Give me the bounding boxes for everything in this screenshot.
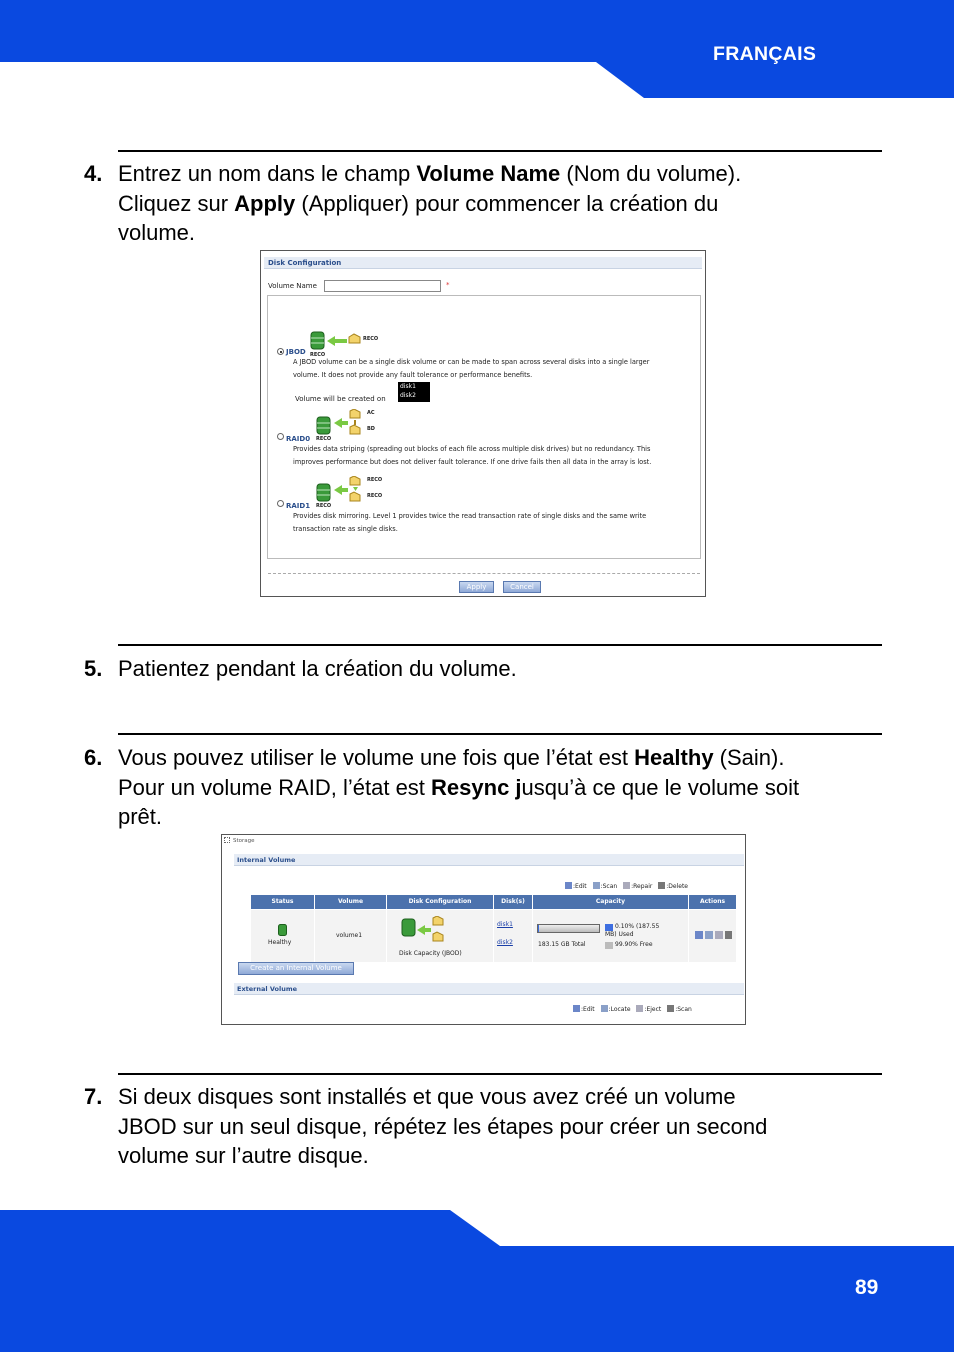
drive-icon: [401, 918, 416, 937]
reco-label: RECO: [363, 336, 379, 342]
required-marker: *: [446, 281, 450, 289]
jbod-option-label: JBOD: [286, 348, 306, 356]
eject-icon: [636, 1005, 643, 1012]
disk-config-text: Disk Capacity (JBOD): [399, 950, 462, 957]
step-divider: [118, 733, 882, 735]
text-run: Entrez un nom dans le champ: [118, 161, 417, 186]
edit-icon: [565, 882, 572, 889]
text-run: prêt.: [118, 804, 163, 829]
text-run: Cliquez sur: [118, 190, 235, 216]
disk-configuration-screenshot: [260, 250, 706, 597]
arrow-left-icon: [327, 336, 347, 346]
used-text-2: MB) Used: [605, 931, 634, 938]
jbod-radio[interactable]: [277, 348, 284, 355]
page-number: 89: [855, 1276, 879, 1299]
disk-link[interactable]: disk1: [497, 921, 513, 928]
repair-icon[interactable]: [715, 931, 723, 939]
scan-icon[interactable]: [705, 931, 713, 939]
footer-band: [0, 1210, 954, 1352]
scan-icon: [667, 1005, 674, 1012]
step-text: [118, 654, 888, 684]
volume-cell: [315, 910, 386, 962]
reco-label: RECO: [316, 503, 332, 509]
edit-icon: [573, 1005, 580, 1012]
raid0-description: Provides data striping (spreading out blocks of each file across multiple disk drives) but no redundancy. This improves performance but does not deliver fault tolerance. If one drive fails then all data in the array is lost.: [293, 445, 652, 466]
window-title: Storage: [224, 837, 255, 844]
text-run: Pour un volume RAID, l’état est: [118, 774, 432, 800]
column-header: Volume: [315, 895, 386, 909]
step-text: [118, 159, 888, 248]
status-cell: [251, 910, 314, 962]
text-run: (Appliquer) pour commencer la création du: [295, 190, 719, 216]
bold-term: Apply: [234, 190, 296, 216]
disk-option[interactable]: disk1: [400, 383, 416, 390]
step-number: 6.: [84, 745, 103, 770]
capacity-cell: [533, 910, 688, 962]
mirroring-icon: [334, 476, 368, 504]
drive-icon: [278, 924, 287, 936]
internal-volume-header: Internal Volume: [234, 854, 744, 866]
disk-option[interactable]: disk2: [400, 392, 416, 399]
button-separator: [268, 573, 700, 574]
step-divider: [118, 150, 882, 152]
striping-icon: [334, 409, 368, 437]
ac-label: AC: [367, 410, 375, 416]
scan-icon: [593, 882, 600, 889]
drive-icon: [316, 483, 331, 502]
apply-button[interactable]: Apply: [459, 581, 494, 593]
disks-cell: [494, 910, 532, 962]
free-swatch: [605, 942, 613, 949]
raid0-radio[interactable]: [277, 433, 284, 440]
column-header: Capacity: [533, 895, 688, 909]
striping-icon: [417, 916, 451, 944]
storage-screenshot: [221, 834, 746, 1025]
text-run: Vous pouvez utiliser le volume une fois que l’état est: [118, 745, 635, 770]
action-legend: :Edit :Scan :Repair :Delete: [565, 882, 688, 890]
volume-name-label: Volume Name: [268, 282, 317, 290]
step-text: [118, 743, 888, 832]
external-volume-header: External Volume: [234, 983, 744, 995]
delete-icon: [658, 882, 665, 889]
text-run: Patientez pendant la création du volume.: [118, 656, 517, 681]
edit-icon[interactable]: [695, 931, 703, 939]
text-run: JBOD sur un seul disque, répétez les étapes pour créer un second: [118, 1113, 768, 1139]
free-text: 99.90% Free: [615, 941, 653, 948]
create-internal-volume-button[interactable]: Create an Internal Volume: [238, 962, 354, 975]
reco-label: RECO: [310, 352, 326, 358]
actions-cell: [689, 910, 736, 962]
drive-icon: [316, 416, 331, 435]
column-header: Disk Configuration: [387, 895, 493, 909]
volume-name: volume1: [336, 932, 363, 939]
disk-config-cell: [387, 910, 493, 962]
column-header: Status: [251, 895, 314, 909]
raid-options-box: [267, 295, 701, 559]
step-number: 4.: [84, 161, 103, 186]
text-run: (Sain).: [713, 745, 785, 770]
jbod-description: A JBOD volume can be a single disk volume or can be made to span across several disks into a single larger volume. It does not provide any fault tolerance or performance benefits.: [293, 358, 650, 379]
bold-term: Volume Name: [416, 161, 561, 186]
capacity-fill: [538, 925, 539, 932]
drive-icon: [310, 331, 325, 350]
text-run: usqu’à ce que le volume soit: [521, 774, 800, 800]
column-header: Disk(s): [494, 895, 532, 909]
volume-name-input[interactable]: [324, 280, 441, 292]
raid1-radio[interactable]: [277, 500, 284, 507]
used-text: 0.10% (187.55: [615, 923, 660, 930]
cancel-button[interactable]: Cancel: [503, 581, 541, 593]
language-label: FRANÇAIS: [713, 43, 817, 65]
bold-term: Resync j: [431, 774, 522, 800]
disk-icon: [348, 333, 361, 345]
reco-label: RECO: [367, 477, 383, 483]
disk-select-list[interactable]: [398, 382, 430, 402]
text-run: volume.: [118, 220, 196, 245]
text-run: (Nom du volume).: [560, 161, 742, 186]
used-swatch: [605, 924, 613, 931]
capacity-bar: [537, 924, 600, 933]
step-number: 5.: [84, 656, 103, 681]
step-divider: [118, 1073, 882, 1075]
raid1-description: Provides disk mirroring. Level 1 provides twice the read transaction rate of single disks and the same write transaction rate as single disks.: [293, 512, 647, 533]
raid1-option-label: RAID1: [286, 502, 311, 510]
repair-icon: [623, 882, 630, 889]
total-text: 183.15 GB Total: [538, 941, 586, 948]
bd-label: BD: [367, 426, 375, 432]
disk-link[interactable]: disk2: [497, 939, 513, 946]
reco-label: RECO: [316, 436, 332, 442]
panel-title: Disk Configuration: [268, 259, 342, 267]
text-run: Si deux disques sont installés et que vous avez créé un volume: [118, 1084, 736, 1109]
column-header: Actions: [689, 895, 736, 909]
reco-label: RECO: [367, 493, 383, 499]
created-on-label: Volume will be created on: [295, 395, 386, 403]
panel-header: [264, 257, 702, 269]
step-number: 7.: [84, 1084, 103, 1109]
step-text: [118, 1082, 888, 1171]
step-divider: [118, 644, 882, 646]
text-run: volume sur l’autre disque.: [118, 1143, 369, 1168]
external-action-legend: :Edit :Locate :Eject :Scan: [573, 1005, 692, 1013]
delete-icon[interactable]: [725, 931, 732, 939]
status-text: Healthy: [268, 939, 292, 946]
bold-term: Healthy: [634, 745, 714, 770]
locate-icon: [601, 1005, 608, 1012]
grid-icon: [224, 837, 230, 843]
raid0-option-label: RAID0: [286, 435, 311, 443]
